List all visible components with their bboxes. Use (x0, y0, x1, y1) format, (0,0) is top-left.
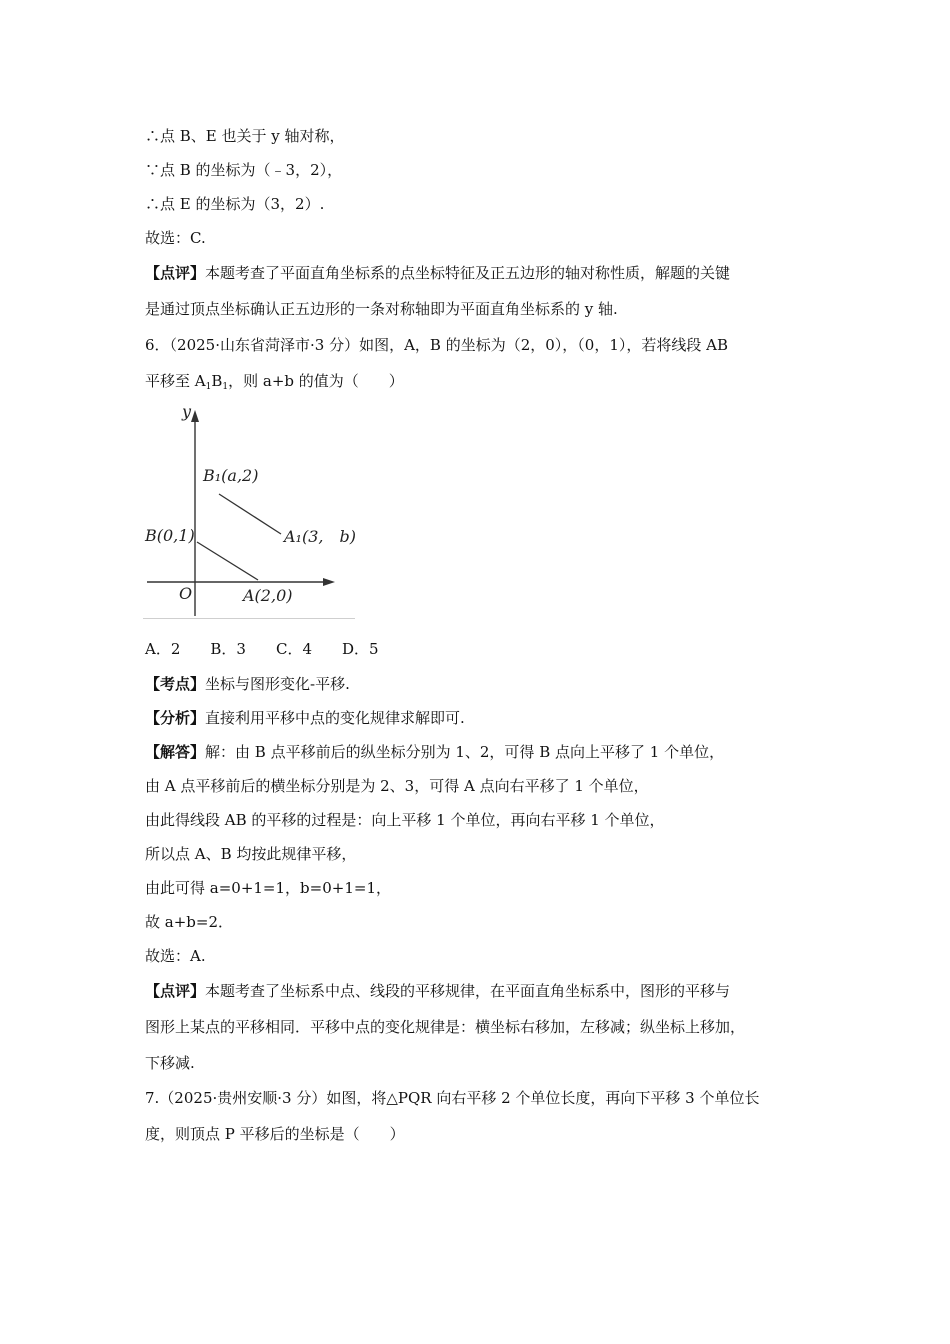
text-line: ∴点 E 的坐标为（3，2）. (145, 195, 325, 213)
jieda-text: 解：由 B 点平移前后的纵坐标分别为 1、2，可得 B 点向上平移了 1 个单位， (205, 743, 725, 761)
text-line: ∴点 B、E 也关于 y 轴对称， (145, 127, 345, 145)
option-a: A．2 (145, 640, 181, 658)
solution-line: 由 A 点平移前后的横坐标分别是为 2、3，可得 A 点向右平移了 1 个单位， (145, 777, 649, 795)
comment-line (145, 262, 730, 284)
origin-label: O (179, 584, 193, 603)
text-line: ∵点 B 的坐标为（﹣3，2）， (145, 161, 343, 179)
question-6-line-2 (145, 370, 404, 398)
point-b-label: B(0,1) (145, 526, 195, 545)
q6-prefix: 平移至 A (145, 372, 206, 390)
y-axis-label: y (182, 402, 192, 421)
dianping-line: 下移减. (145, 1054, 195, 1072)
y-axis-arrow (191, 410, 199, 422)
question-7-line-2: 度，则顶点 P 平移后的坐标是（ ） (145, 1125, 405, 1143)
subscript: 1 (205, 382, 212, 392)
segment-a1b1 (219, 494, 281, 534)
fenxi-line (145, 707, 465, 729)
text-line: 故选：C. (145, 229, 206, 247)
solution-line: 故选：A. (145, 947, 206, 965)
dianping-line: 图形上某点的平移相同．平移中点的变化规律是：横坐标右移加，左移减；纵坐标上移加， (145, 1018, 746, 1036)
kaodian-tag: 【考点】 (145, 675, 206, 693)
comment-text: 本题考查了平面直角坐标系的点坐标特征及正五边形的轴对称性质，解题的关键 (205, 264, 731, 282)
point-b1-label: B₁(a,2) (203, 466, 259, 485)
jieda-line (145, 741, 724, 763)
q6-suffix: ，则 a+b 的值为（ ） (228, 372, 404, 390)
comment-tag: 【点评】 (145, 264, 206, 282)
solution-line: 所以点 A、B 均按此规律平移， (145, 845, 357, 863)
kaodian-text: 坐标与图形变化-平移. (205, 675, 350, 693)
dianping-text: 本题考查了坐标系中点、线段的平移规律，在平面直角坐标系中，图形的平移与 (205, 982, 731, 1000)
option-b: B．3 (210, 640, 246, 658)
text-line: 是通过顶点坐标确认正五边形的一条对称轴即为平面直角坐标系的 y 轴. (145, 300, 618, 318)
option-c: C．4 (275, 640, 312, 658)
option-d: D．5 (342, 640, 379, 658)
solution-line: 故 a+b=2． (145, 913, 233, 931)
point-a1-label: A₁(3, b) (284, 527, 356, 546)
x-axis-arrow (323, 578, 335, 586)
question-7-line-1: 7.（2025·贵州安顺·3 分）如图，将△PQR 向右平移 2 个单位长度，再向下平移 3 个单位长 (145, 1089, 760, 1107)
segment-ab (197, 542, 258, 580)
solution-line: 由此得线段 AB 的平移的过程是：向上平移 1 个单位，再向右平移 1 个单位， (145, 811, 665, 829)
solution-line: 由此可得 a=0+1=1，b=0+1=1， (145, 879, 391, 897)
dianping-line (145, 980, 730, 1002)
subscript: 1 (222, 382, 229, 392)
answer-options (145, 638, 409, 660)
point-a-label: A(2,0) (243, 586, 293, 605)
kaodian-line (145, 673, 350, 695)
coordinate-figure (143, 402, 355, 619)
fenxi-text: 直接利用平移中点的变化规律求解即可. (205, 709, 465, 727)
jieda-tag: 【解答】 (145, 743, 206, 761)
fenxi-tag: 【分析】 (145, 709, 206, 727)
q6-mid: B (211, 372, 223, 390)
dianping-tag: 【点评】 (145, 982, 206, 1000)
question-6-line-1: 6．（2025·山东省菏泽市·3 分）如图，A，B 的坐标为（2，0），（0，1），若将线段 AB (145, 336, 728, 354)
